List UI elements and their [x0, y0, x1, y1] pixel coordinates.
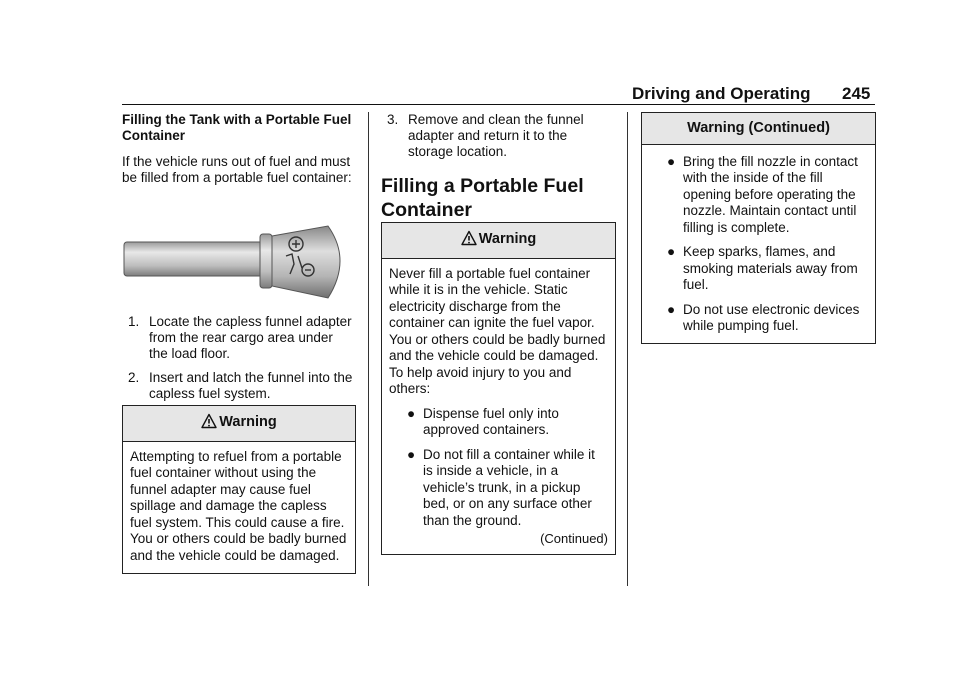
list-item — [389, 406, 608, 439]
warning-title: Warning (Continued) — [687, 120, 830, 136]
bullet-icon: ● — [407, 446, 416, 462]
list-item — [122, 370, 354, 402]
warning-text: Never fill a portable fuel container while it is in the vehicle. Static electricity discharge from the container can ignite the fuel vapor. You or others could be badly burned and the vehicle could be damaged. To help avoid injury to you and others: — [389, 265, 606, 396]
warning-bullets — [649, 154, 868, 335]
warning-triangle-icon — [201, 413, 217, 434]
intro-paragraph: If the vehicle runs out of fuel and must be filled from a portable fuel container: — [122, 154, 352, 185]
list-item — [122, 314, 354, 362]
section-heading: Filling a Portable Fuel Container — [381, 175, 584, 221]
section-title: Driving and Operating — [632, 84, 811, 103]
warning-header — [382, 223, 615, 259]
warning-triangle-icon — [461, 230, 477, 251]
warning-header — [123, 406, 355, 442]
warning-text: Attempting to refuel from a portable fuel container without using the funnel adapter may cause fuel spillage and damage the capless fuel system. This could cause a fire. You or others could be badly burned and the vehicle could be damaged. — [130, 448, 347, 563]
bullet-text: Keep sparks, flames, and smoking materials away from fuel. — [683, 244, 858, 292]
warning-box-refuel — [122, 405, 356, 574]
middle-column — [381, 112, 615, 234]
bullet-icon: ● — [667, 301, 676, 317]
warning-body — [123, 442, 355, 574]
warning-title: Warning — [219, 414, 277, 430]
list-item — [649, 302, 868, 335]
bullet-icon: ● — [407, 405, 416, 421]
page-number: 245 — [842, 84, 871, 103]
column-divider-2 — [627, 112, 628, 586]
header-rule — [122, 104, 875, 105]
continued-note: (Continued) — [540, 531, 608, 546]
bullet-text: Bring the fill nozzle in contact with the inside of the fill opening before operating the nozzle. Maintain contact until filling is complete. — [683, 153, 858, 235]
step-number: 1. — [128, 314, 140, 329]
warning-body — [382, 259, 615, 554]
step-text: Locate the capless funnel adapter from the rear cargo area under the load floor. — [149, 314, 352, 361]
warning-title: Warning — [478, 231, 537, 247]
bullet-text: Do not use electronic devices while pumping fuel. — [683, 301, 860, 333]
left-steps — [122, 314, 354, 410]
bullet-icon: ● — [667, 244, 676, 259]
bullet-text: Do not fill a container while it is inside a vehicle, in a vehicle’s trunk, in a pickup bed, or on any surface other than the ground. — [423, 446, 595, 528]
step-text: Remove and clean the funnel adapter and return it to the storage location. — [408, 112, 584, 159]
list-item — [649, 154, 868, 237]
warning-box-portable-container — [381, 222, 616, 555]
step-number: 2. — [128, 370, 140, 385]
numbered-steps — [122, 314, 354, 402]
list-item — [649, 244, 868, 294]
warning-body — [642, 145, 875, 343]
bullet-text: Dispense fuel only into approved containers. — [423, 405, 559, 437]
bullet-icon: ● — [667, 153, 676, 169]
column-divider-1 — [368, 112, 369, 586]
list-item — [389, 447, 608, 530]
warning-header — [642, 113, 875, 145]
subsection-heading: Filling the Tank with a Portable Fuel Container — [122, 112, 352, 143]
list-item — [381, 112, 615, 160]
step-text: Insert and latch the funnel into the capless fuel system. — [149, 370, 353, 401]
warning-bullets — [389, 406, 608, 530]
funnel-adapter-illustration — [122, 220, 354, 304]
step-number: 3. — [387, 112, 399, 127]
left-column — [122, 112, 354, 196]
numbered-steps — [381, 112, 615, 160]
warning-box-continued — [641, 112, 876, 344]
